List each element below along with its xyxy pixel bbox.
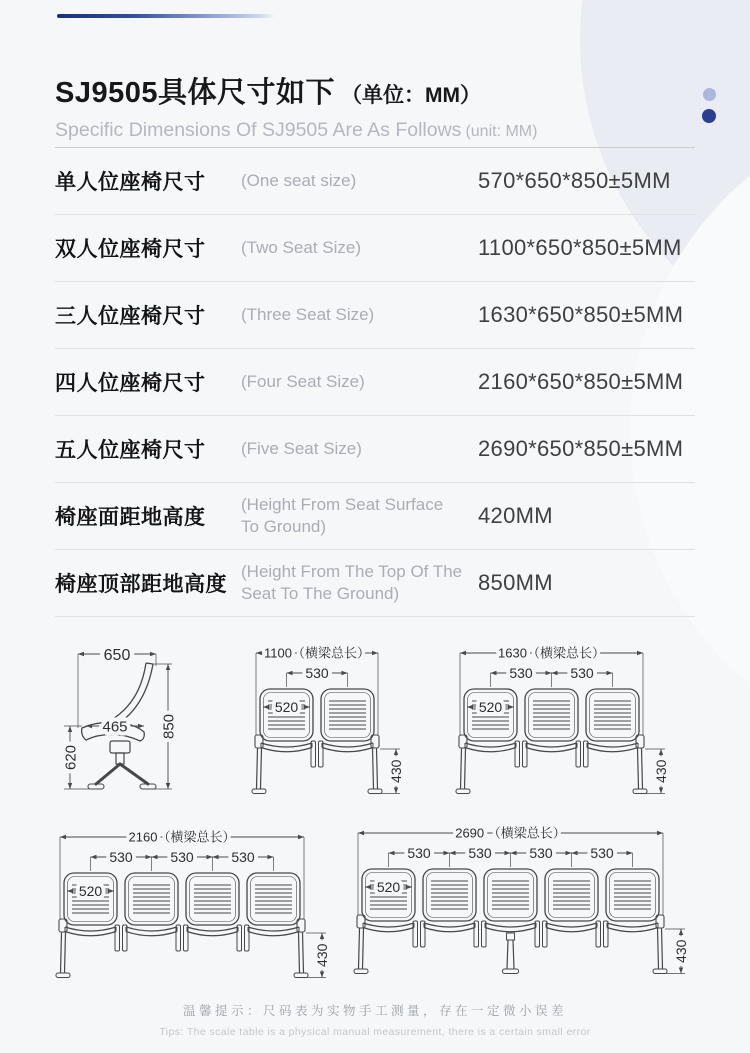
spec-label-en: (Three Seat Size): [241, 304, 375, 324]
dim-label: 530: [305, 665, 329, 682]
diagram-two-seat-front-view: [248, 641, 416, 799]
spec-label-cn: 五人位座椅尺寸: [55, 439, 206, 462]
dim-label: 1100（横梁总长）: [264, 645, 370, 661]
table-row: [55, 550, 695, 617]
spec-value: 850MM: [478, 570, 553, 595]
tip-text-cn: 温馨提示：尺码表为实物手工测量，存在一定微小误差: [182, 1004, 567, 1018]
dim-label: 520: [478, 699, 503, 716]
tip-text-en: Tips: The scale table is a physical manual measurement, there is a certain small error: [159, 1026, 591, 1038]
table-row: [55, 349, 695, 416]
front-view-drawing: [52, 825, 342, 983]
spec-value: 570*650*850±5MM: [478, 168, 671, 193]
dim-label: 530: [231, 849, 255, 866]
page-title: [55, 70, 481, 111]
dim-label: 430: [653, 759, 670, 783]
spec-label-cn: 椅座面距地高度: [55, 506, 206, 529]
spec-table: [55, 148, 695, 617]
spec-label-en: (Height From The Top Of The Seat To The Ground): [241, 561, 463, 603]
spec-label-en: (Two Seat Size): [241, 237, 361, 257]
dim-label: 530: [109, 849, 133, 866]
spec-label-cn: 三人位座椅尺寸: [55, 305, 206, 328]
dim-label: 850: [160, 713, 178, 740]
side-view-drawing: [52, 642, 180, 800]
diagram-four-seat-front-view: [52, 825, 342, 983]
table-row: [55, 483, 695, 550]
table-row: [55, 148, 695, 215]
title-unit: （单位：MM）: [341, 84, 481, 107]
dim-label: 465: [102, 718, 128, 736]
diagram-three-seat-front-view: [452, 641, 681, 799]
front-view-drawing: [248, 641, 416, 799]
dim-label: 530: [590, 845, 614, 862]
front-view-drawing: [350, 821, 701, 979]
footer-tips: [0, 1001, 750, 1038]
subtitle-text: Specific Dimensions Of SJ9505 Are As Follows: [55, 119, 462, 141]
spec-label-cn: 四人位座椅尺寸: [55, 372, 206, 395]
spec-label-en: (Five Seat Size): [241, 438, 362, 458]
dim-label: 1630（横梁总长）: [498, 645, 605, 661]
dim-label: 430: [673, 939, 690, 963]
front-view-drawing: [452, 641, 681, 799]
dim-label: 650: [103, 646, 131, 664]
table-row: [55, 215, 695, 282]
page-subtitle: [55, 119, 537, 142]
dim-label: 430: [388, 759, 405, 783]
dim-label: 530: [407, 845, 431, 862]
spec-value: 420MM: [478, 503, 553, 528]
subtitle-unit: (unit: MM): [465, 123, 538, 140]
table-row: [55, 282, 695, 349]
dim-label: 520: [78, 883, 103, 900]
spec-value: 1100*650*850±5MM: [478, 235, 682, 260]
spec-label-cn: 双人位座椅尺寸: [55, 238, 206, 261]
accent-line: [57, 14, 275, 18]
spec-value: 2690*650*850±5MM: [478, 436, 684, 461]
dim-label: 530: [529, 845, 553, 862]
dim-label: 530: [468, 845, 492, 862]
diagram-five-seat-front-view: [350, 821, 701, 979]
spec-label-en: (One seat size): [241, 170, 357, 190]
spec-label-en: (Four Seat Size): [241, 371, 365, 391]
dim-label: 520: [376, 879, 401, 896]
spec-label-en: (Height From Seat Surface To Ground): [241, 494, 444, 536]
dim-label: 2690 （横梁总长）: [455, 825, 566, 841]
spec-value: 2160*650*850±5MM: [478, 369, 684, 394]
title-text: SJ9505具体尺寸如下: [55, 77, 335, 109]
dim-label: 530: [170, 849, 194, 866]
spec-label-cn: 椅座顶部距地高度: [55, 573, 227, 596]
spec-label-cn: 单人位座椅尺寸: [55, 171, 206, 194]
dim-label: 520: [274, 699, 299, 716]
diagram-single-seat-side-view: [52, 642, 180, 800]
dim-label: 620: [62, 744, 80, 771]
table-row: [55, 416, 695, 483]
dim-label: 430: [314, 943, 331, 967]
dim-label: 530: [509, 665, 533, 682]
dim-label: 2160（横梁总长）: [128, 829, 236, 845]
dim-label: 530: [570, 665, 594, 682]
spec-value: 1630*650*850±5MM: [478, 302, 684, 327]
